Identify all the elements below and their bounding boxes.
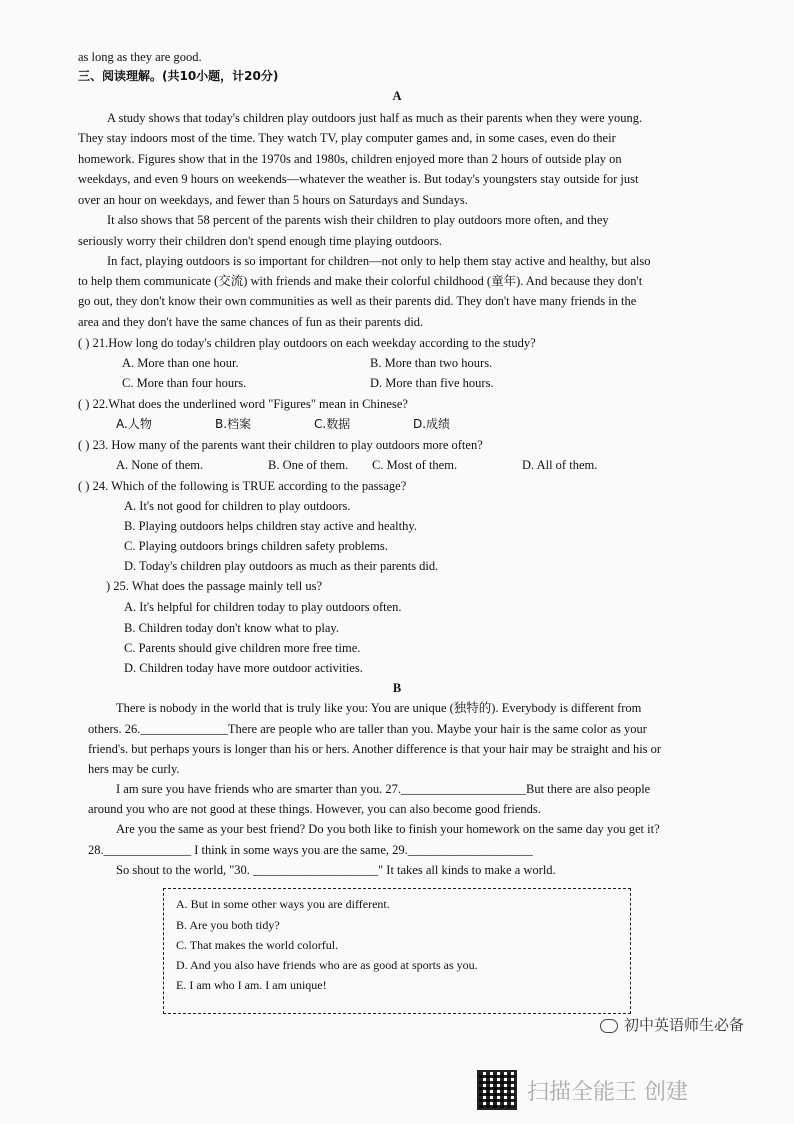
option-b: B. Are you both tidy?: [176, 918, 280, 932]
passage-b-line: There is nobody in the world that is truly like you: You are unique (独特的). Everybody is different from: [116, 701, 642, 715]
question-23-option: C. Most of them.: [372, 458, 458, 472]
question-24-stem: ( ) 24. Which of the following is TRUE according to the passage?: [78, 479, 407, 493]
passage-a-line: homework. Figures show that in the 1970s and 1980s, children enjoyed more than 2 hours of outside play on: [78, 152, 622, 166]
qr-code-icon: [477, 1070, 517, 1110]
answer-options-box: [163, 888, 631, 1014]
passage-a-line: seriously worry their children don't spend enough time playing outdoors.: [78, 234, 442, 248]
question-23-option: A. None of them.: [116, 458, 204, 472]
passage-b-line: So shout to the world, "30. ____________________" It takes all kinds to make a world.: [116, 863, 556, 877]
passage-a-line: A study shows that today's children play outdoors just half as much as their parents when they were young.: [107, 111, 643, 125]
question-22-option: B.档案: [215, 417, 252, 431]
passage-b-line: around you who are not good at these things. However, you can also become good friends.: [88, 802, 541, 816]
question-24-option: C. Playing outdoors brings children safety problems.: [124, 539, 388, 553]
top-line: as long as they are good.: [78, 50, 202, 64]
passage-a-line: It also shows that 58 percent of the parents wish their children to play outdoors more often, and they: [107, 213, 609, 227]
question-25-option: C. Parents should give children more free time.: [124, 641, 361, 655]
passage-a-label: A: [392, 89, 402, 103]
question-25-option: B. Children today don't know what to play.: [124, 621, 339, 635]
passage-b-label: B: [392, 681, 402, 695]
question-22-stem: ( ) 22.What does the underlined word "Figures" mean in Chinese?: [78, 397, 408, 411]
question-23-stem: ( ) 23. How many of the parents want their children to play outdoors more often?: [78, 438, 483, 452]
question-22-option: A.人物: [116, 417, 152, 431]
passage-a-line: go out, they don't know their own communities as well as their parents did. They don't have many friends in the: [78, 294, 637, 308]
option-c: C. That makes the world colorful.: [176, 938, 339, 952]
question-21-option: A. More than one hour.: [122, 356, 239, 370]
wechat-icon: [600, 1019, 618, 1033]
question-23-option: D. All of them.: [522, 458, 598, 472]
scanner-watermark: [477, 1070, 688, 1110]
passage-a-line: weekdays, and even 9 hours on weekends—whatever the weather is. But today's youngsters stay outside for just: [78, 172, 639, 186]
question-22-option: C.数据: [314, 417, 351, 431]
question-21-option: B. More than two hours.: [370, 356, 493, 370]
question-25-stem: ) 25. What does the passage mainly tell us?: [106, 579, 323, 593]
question-22-option: D.成绩: [413, 417, 451, 431]
question-24-option: B. Playing outdoors helps children stay active and healthy.: [124, 519, 417, 533]
passage-a-line: to help them communicate (交流) with friends and make their colorful childhood (童年). And because they don't: [78, 274, 643, 288]
passage-b-line: 28.______________ I think in some ways you are the same, 29.____________________: [88, 843, 533, 857]
question-21-option: D. More than five hours.: [370, 376, 494, 390]
passage-b-line: hers may be curly.: [88, 762, 180, 776]
passage-b-line: others. 26.______________There are people who are taller than you. Maybe your hair is the same color as your: [88, 722, 647, 736]
question-24-option: A. It's not good for children to play outdoors.: [124, 499, 351, 513]
option-d: D. And you also have friends who are as good at sports as you.: [176, 958, 478, 972]
scanner-label: 扫描全能王 创建: [527, 1079, 688, 1105]
question-21-option: C. More than four hours.: [122, 376, 247, 390]
passage-b-line: I am sure you have friends who are smarter than you. 27.____________________But there are also people: [116, 782, 651, 796]
passage-a-line: In fact, playing outdoors is so important for children—not only to help them stay active and healthy, but also: [107, 254, 651, 268]
passage-b-line: friend's. but perhaps yours is longer than his or hers. Another difference is that your hair may be straight and his or: [88, 742, 662, 756]
passage-b-line: Are you the same as your best friend? Do you both like to finish your homework on the same day you get it?: [116, 822, 660, 836]
section-heading: 三、阅读理解。(共10小题，计20分): [78, 69, 279, 83]
passage-a-line: over an hour on weekdays, and fewer than 5 hours on Saturdays and Sundays.: [78, 193, 468, 207]
passage-a-line: area and they don't have the same chances of fun as their parents did.: [78, 315, 424, 329]
question-25-option: A. It's helpful for children today to play outdoors often.: [124, 600, 402, 614]
wechat-label: 初中英语师生必备: [623, 1016, 744, 1034]
option-e: E. I am who I am. I am unique!: [176, 978, 327, 992]
wechat-watermark: [600, 1014, 744, 1035]
option-a: A. But in some other ways you are different.: [176, 897, 390, 911]
question-21-stem: ( ) 21.How long do today's children play outdoors on each weekday according to the study?: [78, 336, 536, 350]
passage-a-line: They stay indoors most of the time. They watch TV, play computer games and, in some cases, even do their: [78, 131, 616, 145]
question-24-option: D. Today's children play outdoors as much as their parents did.: [124, 559, 439, 573]
question-23-option: B. One of them.: [268, 458, 349, 472]
question-25-option: D. Children today have more outdoor activities.: [124, 661, 363, 675]
